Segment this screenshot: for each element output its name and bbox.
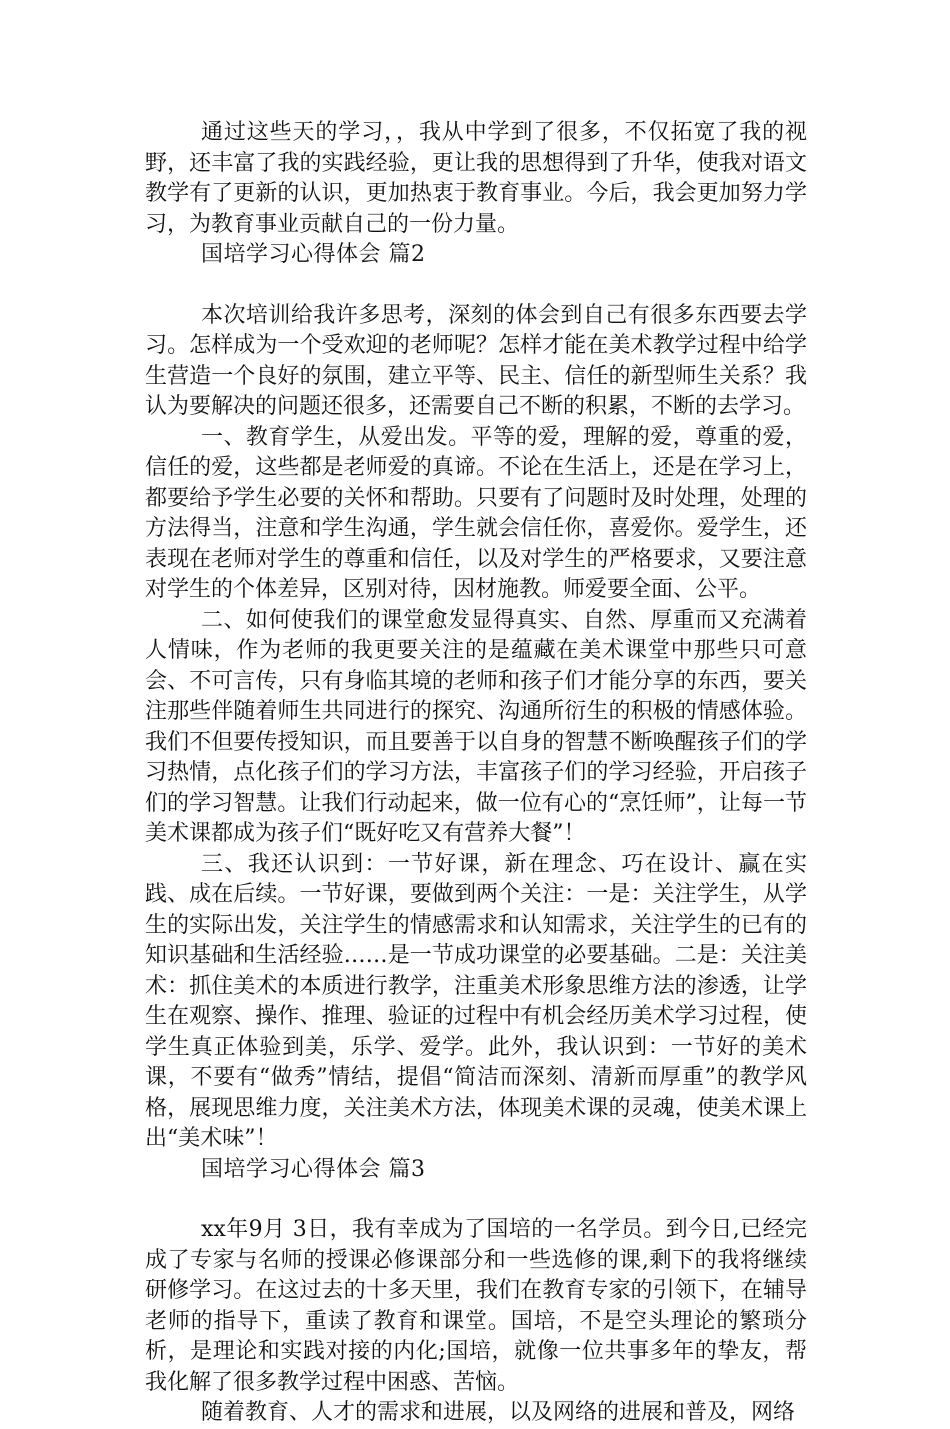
paragraph-section2-point1: 一、教育学生，从爱出发。平等的爱，理解的爱，尊重的爱，信任的爱，这些都是老师爱的真谛。不论在生活上，还是在学习上，都要给予学生必要的关怀和帮助。只要有了问题时及时处理，处理的方法得当，注意和学生沟通，学生就会信任你，喜爱你。爱学生，还表现在老师对学生的尊重和信任，以及对学生的严格要求，又要注意对学生的个体差异，区别对待，因材施教。师爱要全面、公平。 (145, 424, 807, 602)
paragraph-section2-point2: 二、如何使我们的课堂愈发显得真实、自然、厚重而又充满着人情味，作为老师的我更要关注的是蕴藏在美术课堂中那些只可意会、不可言传，只有身临其境的老师和孩子们才能分享的东西，要关注那些伴随着师生共同进行的探究、沟通所衍生的积极的情感体验。我们不但要传授知识，而且要善于以自身的智慧不断唤醒孩子们的学习热情，点化孩子们的学习方法，丰富孩子们的学习经验，开启孩子们的学习智慧。让我们行动起来，做一位有心的“烹饪师”，让每一节美术课都成为孩子们“既好吃又有营养大餐”！ (145, 607, 807, 846)
section-heading-2: 国培学习心得体会 篇2 (201, 242, 426, 267)
paragraph-section2-point3: 三、我还认识到：一节好课，新在理念、巧在设计、赢在实践、成在后续。一节好课，要做到两个关注：一是：关注学生，从学生的实际出发，关注学生的情感需求和认知需求，关注学生的已有的知识基础和生活经验……是一节成功课堂的必要基础。二是：关注美术：抓住美术的本质进行教学，注重美术形象思维方法的渗透，让学生在观察、操作、推理、验证的过程中有机会经历美术学习过程，使学生真正体验到美，乐学、爱学。此外，我认识到：一节好的美术课，不要有“做秀”情结，提倡“简洁而深刻、清新而厚重”的教学风格，展现思维力度，关注美术方法，体现美术课的灵魂，使美术课上出“美术味”！ (145, 851, 807, 1151)
paragraph-section1-conclusion: 通过这些天的学习，，我从中学到了很多，不仅拓宽了我的视野，还丰富了我的实践经验，更让我的思想得到了升华，使我对语文教学有了更新的认识，更加热衷于教育事业。今后，我会更加努力学习，为教育事业贡献自己的一份力量。 (145, 120, 807, 237)
paragraph-section3-second: 随着教育、人才的需求和进展，以及网络的进展和普及，网络 (201, 1400, 796, 1425)
paragraph-section3-first: xx年9月 3日，我有幸成为了国培的一名学员。到今日,已经完成了专家与名师的授课必修课部分和一些选修的课,剩下的我将继续研修学习。在这过去的十多天里，我们在教育专家的引领下，在辅导老师的指导下，重读了教育和课堂。国培，不是空头理论的繁琐分析，是理论和实践对接的内化;国培，就像一位共事多年的挚友，帮我化解了很多教学过程中困惑、苦恼。 (145, 1217, 807, 1395)
blank-line (145, 271, 807, 301)
document-body (145, 118, 807, 1429)
blank-line (145, 1185, 807, 1215)
section-heading-3: 国培学习心得体会 篇3 (201, 1156, 426, 1182)
paragraph-section2-intro: 本次培训给我许多思考，深刻的体会到自己有很多东西要去学习。怎样成为一个受欢迎的老师呢？怎样才能在美术教学过程中给学生营造一个良好的氛围，建立平等、民主、信任的新型师生关系？我认为要解决的问题还很多，还需要自己不断的积累，不断的去学习。 (145, 302, 807, 419)
